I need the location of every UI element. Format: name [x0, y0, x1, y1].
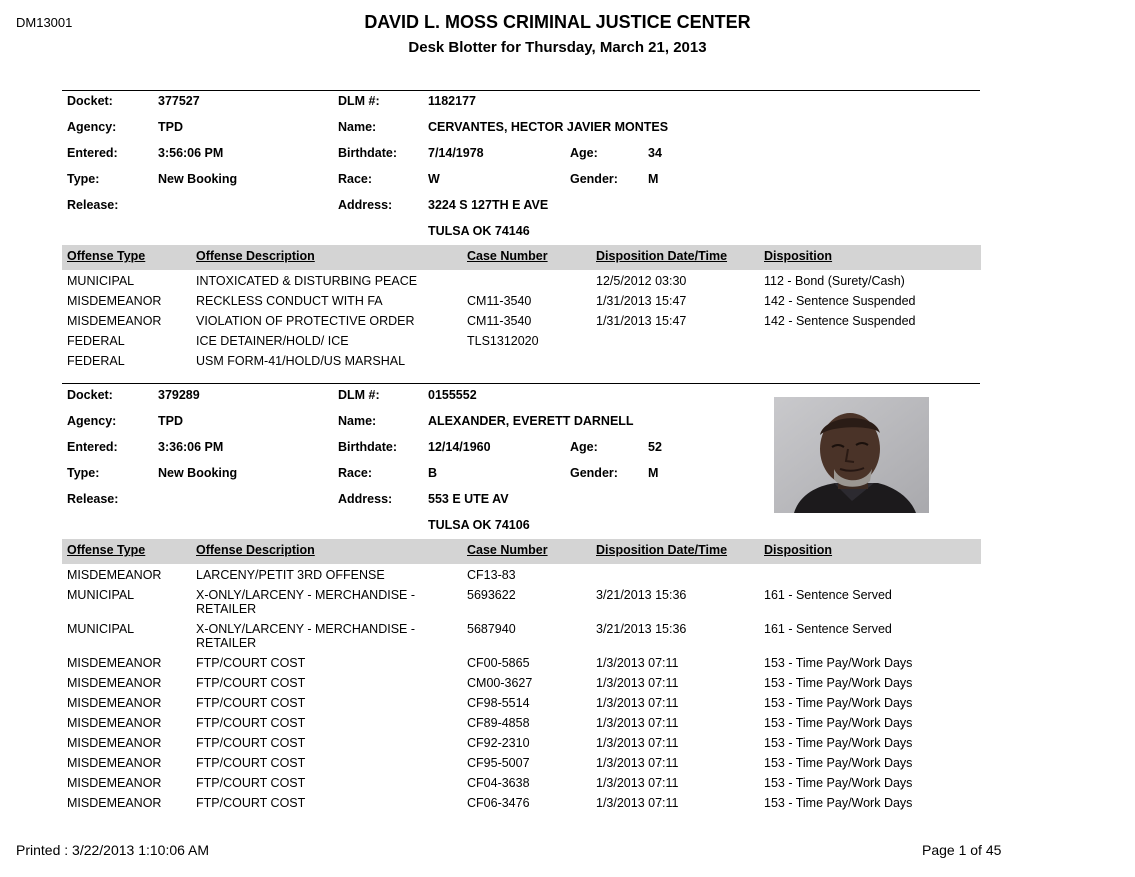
- col-offense-description: Offense Description: [196, 249, 315, 263]
- offense-table-header: [62, 539, 981, 564]
- offense-description-cell: FTP/COURT COST: [196, 716, 306, 730]
- offense-description-cell: FTP/COURT COST: [196, 736, 306, 750]
- docket-label: Docket:: [67, 388, 113, 402]
- report-id: DM13001: [16, 15, 73, 30]
- release-label: Release:: [67, 492, 119, 506]
- docket-value: 379289: [158, 388, 200, 402]
- offense-description-cell: LARCENY/PETIT 3RD OFFENSE: [196, 568, 385, 582]
- release-label: Release:: [67, 198, 119, 212]
- entered-label: Entered:: [67, 146, 118, 160]
- disposition-date-cell: 1/3/2013 07:11: [596, 656, 679, 670]
- disposition-date-cell: 1/3/2013 07:11: [596, 756, 679, 770]
- entered-label: Entered:: [67, 440, 118, 454]
- offense-description-cell: FTP/COURT COST: [196, 756, 306, 770]
- offense-type-cell: MISDEMEANOR: [67, 656, 162, 670]
- name-label: Name:: [338, 120, 377, 134]
- page-indicator: Page 1 of 45: [922, 842, 1002, 858]
- disposition-date-cell: 1/31/2013 15:47: [596, 314, 687, 328]
- disposition-cell: 142 - Sentence Suspended: [764, 294, 916, 308]
- col-disposition-date: Disposition Date/Time: [596, 543, 728, 557]
- record-divider: [62, 90, 980, 91]
- dlm-label: DLM #:: [338, 388, 380, 402]
- race-label: Race:: [338, 172, 373, 186]
- age-value: 34: [648, 146, 662, 160]
- case-number-cell: CF13-83: [467, 568, 516, 582]
- offense-type-cell: MISDEMEANOR: [67, 676, 162, 690]
- age-label: Age:: [570, 440, 598, 454]
- disposition-cell: 161 - Sentence Served: [764, 622, 892, 636]
- page-title: DAVID L. MOSS CRIMINAL JUSTICE CENTER: [364, 12, 751, 32]
- offense-type-cell: MISDEMEANOR: [67, 568, 162, 582]
- offense-description-cell: RECKLESS CONDUCT WITH FA: [196, 294, 383, 308]
- col-offense-description: Offense Description: [196, 543, 315, 557]
- name-value: ALEXANDER, EVERETT DARNELL: [428, 414, 634, 428]
- birthdate-label: Birthdate:: [338, 440, 398, 454]
- name-label: Name:: [338, 414, 377, 428]
- disposition-cell: 142 - Sentence Suspended: [764, 314, 916, 328]
- case-number-cell: CF06-3476: [467, 796, 530, 810]
- offense-type-cell: MISDEMEANOR: [67, 756, 162, 770]
- offense-description-cell: X-ONLY/LARCENY - MERCHANDISE - RETAILER: [196, 588, 416, 616]
- race-value: B: [428, 466, 438, 480]
- race-value: W: [428, 172, 440, 186]
- disposition-cell: 153 - Time Pay/Work Days: [764, 736, 913, 750]
- offense-description-cell: ICE DETAINER/HOLD/ ICE: [196, 334, 349, 348]
- disposition-cell: 153 - Time Pay/Work Days: [764, 716, 913, 730]
- booking-photo: [774, 397, 929, 513]
- offense-type-cell: MISDEMEANOR: [67, 796, 162, 810]
- offense-description-cell: USM FORM-41/HOLD/US MARSHAL: [196, 354, 406, 368]
- case-number-cell: CF04-3638: [467, 776, 530, 790]
- agency-value: TPD: [158, 414, 183, 428]
- disposition-cell: 153 - Time Pay/Work Days: [764, 796, 913, 810]
- address-label: Address:: [338, 492, 393, 506]
- offense-type-cell: MISDEMEANOR: [67, 696, 162, 710]
- disposition-cell: 153 - Time Pay/Work Days: [764, 656, 913, 670]
- col-disposition-date: Disposition Date/Time: [596, 249, 728, 263]
- col-offense-type: Offense Type: [67, 249, 146, 263]
- case-number-cell: CF95-5007: [467, 756, 530, 770]
- birthdate-label: Birthdate:: [338, 146, 398, 160]
- offense-table-header: [62, 245, 981, 270]
- disposition-cell: 153 - Time Pay/Work Days: [764, 676, 913, 690]
- disposition-date-cell: 1/31/2013 15:47: [596, 294, 687, 308]
- docket-label: Docket:: [67, 94, 113, 108]
- offense-type-cell: FEDERAL: [67, 334, 125, 348]
- col-offense-type: Offense Type: [67, 543, 146, 557]
- disposition-date-cell: 1/3/2013 07:11: [596, 776, 679, 790]
- offense-description-cell: FTP/COURT COST: [196, 676, 306, 690]
- race-label: Race:: [338, 466, 373, 480]
- offense-description-cell: INTOXICATED & DISTURBING PEACE: [196, 274, 418, 288]
- disposition-cell: 161 - Sentence Served: [764, 588, 892, 602]
- case-number-cell: CF89-4858: [467, 716, 530, 730]
- offense-type-cell: FEDERAL: [67, 354, 125, 368]
- offense-type-cell: MISDEMEANOR: [67, 736, 162, 750]
- record-divider: [62, 383, 980, 384]
- disposition-cell: 153 - Time Pay/Work Days: [764, 696, 913, 710]
- case-number-cell: 5693622: [467, 588, 516, 602]
- gender-label: Gender:: [570, 466, 618, 480]
- address-line2: TULSA OK 74106: [428, 518, 530, 532]
- type-label: Type:: [67, 466, 100, 480]
- disposition-cell: 153 - Time Pay/Work Days: [764, 756, 913, 770]
- case-number-cell: CM00-3627: [467, 676, 533, 690]
- type-value: New Booking: [158, 172, 238, 186]
- birthdate-value: 7/14/1978: [428, 146, 484, 160]
- entered-value: 3:36:06 PM: [158, 440, 224, 454]
- disposition-date-cell: 3/21/2013 15:36: [596, 588, 687, 602]
- case-number-cell: CM11-3540: [467, 314, 532, 328]
- printed-timestamp: Printed : 3/22/2013 1:10:06 AM: [16, 842, 210, 858]
- page-subtitle: Desk Blotter for Thursday, March 21, 2013: [408, 39, 707, 56]
- offense-description-cell: VIOLATION OF PROTECTIVE ORDER: [196, 314, 415, 328]
- dlm-value: 0155552: [428, 388, 477, 402]
- disposition-date-cell: 1/3/2013 07:11: [596, 736, 679, 750]
- offense-type-cell: MISDEMEANOR: [67, 776, 162, 790]
- address-line2: TULSA OK 74146: [428, 224, 530, 238]
- agency-value: TPD: [158, 120, 183, 134]
- col-disposition: Disposition: [764, 249, 833, 263]
- offense-type-cell: MUNICIPAL: [67, 588, 135, 602]
- offense-description-cell: X-ONLY/LARCENY - MERCHANDISE - RETAILER: [196, 622, 416, 650]
- address-line1: 553 E UTE AV: [428, 492, 509, 506]
- type-value: New Booking: [158, 466, 238, 480]
- dlm-label: DLM #:: [338, 94, 380, 108]
- disposition-date-cell: 3/21/2013 15:36: [596, 622, 687, 636]
- offense-description-cell: FTP/COURT COST: [196, 796, 306, 810]
- offense-type-cell: MUNICIPAL: [67, 622, 135, 636]
- birthdate-value: 12/14/1960: [428, 440, 491, 454]
- agency-label: Agency:: [67, 120, 117, 134]
- case-number-cell: TLS1312020: [467, 334, 539, 348]
- offense-type-cell: MUNICIPAL: [67, 274, 135, 288]
- col-disposition: Disposition: [764, 543, 833, 557]
- gender-label: Gender:: [570, 172, 618, 186]
- gender-value: M: [648, 172, 659, 186]
- type-label: Type:: [67, 172, 100, 186]
- age-value: 52: [648, 440, 662, 454]
- offense-type-cell: MISDEMEANOR: [67, 716, 162, 730]
- offense-description-cell: FTP/COURT COST: [196, 776, 306, 790]
- dlm-value: 1182177: [428, 94, 476, 108]
- disposition-date-cell: 1/3/2013 07:11: [596, 676, 679, 690]
- disposition-cell: 153 - Time Pay/Work Days: [764, 776, 913, 790]
- agency-label: Agency:: [67, 414, 117, 428]
- disposition-date-cell: 12/5/2012 03:30: [596, 274, 687, 288]
- address-label: Address:: [338, 198, 393, 212]
- case-number-cell: CF00-5865: [467, 656, 530, 670]
- disposition-cell: 112 - Bond (Surety/Cash): [764, 274, 905, 288]
- entered-value: 3:56:06 PM: [158, 146, 224, 160]
- docket-value: 377527: [158, 94, 200, 108]
- age-label: Age:: [570, 146, 598, 160]
- offense-type-cell: MISDEMEANOR: [67, 314, 162, 328]
- disposition-date-cell: 1/3/2013 07:11: [596, 696, 679, 710]
- case-number-cell: 5687940: [467, 622, 516, 636]
- col-case-number: Case Number: [467, 249, 548, 263]
- case-number-cell: CM11-3540: [467, 294, 532, 308]
- offense-type-cell: MISDEMEANOR: [67, 294, 162, 308]
- address-line1: 3224 S 127TH E AVE: [428, 198, 549, 212]
- offense-description-cell: FTP/COURT COST: [196, 656, 306, 670]
- col-case-number: Case Number: [467, 543, 548, 557]
- offense-description-cell: FTP/COURT COST: [196, 696, 306, 710]
- name-value: CERVANTES, HECTOR JAVIER MONTES: [428, 120, 669, 134]
- disposition-date-cell: 1/3/2013 07:11: [596, 716, 679, 730]
- case-number-cell: CF92-2310: [467, 736, 530, 750]
- gender-value: M: [648, 466, 659, 480]
- case-number-cell: CF98-5514: [467, 696, 530, 710]
- disposition-date-cell: 1/3/2013 07:11: [596, 796, 679, 810]
